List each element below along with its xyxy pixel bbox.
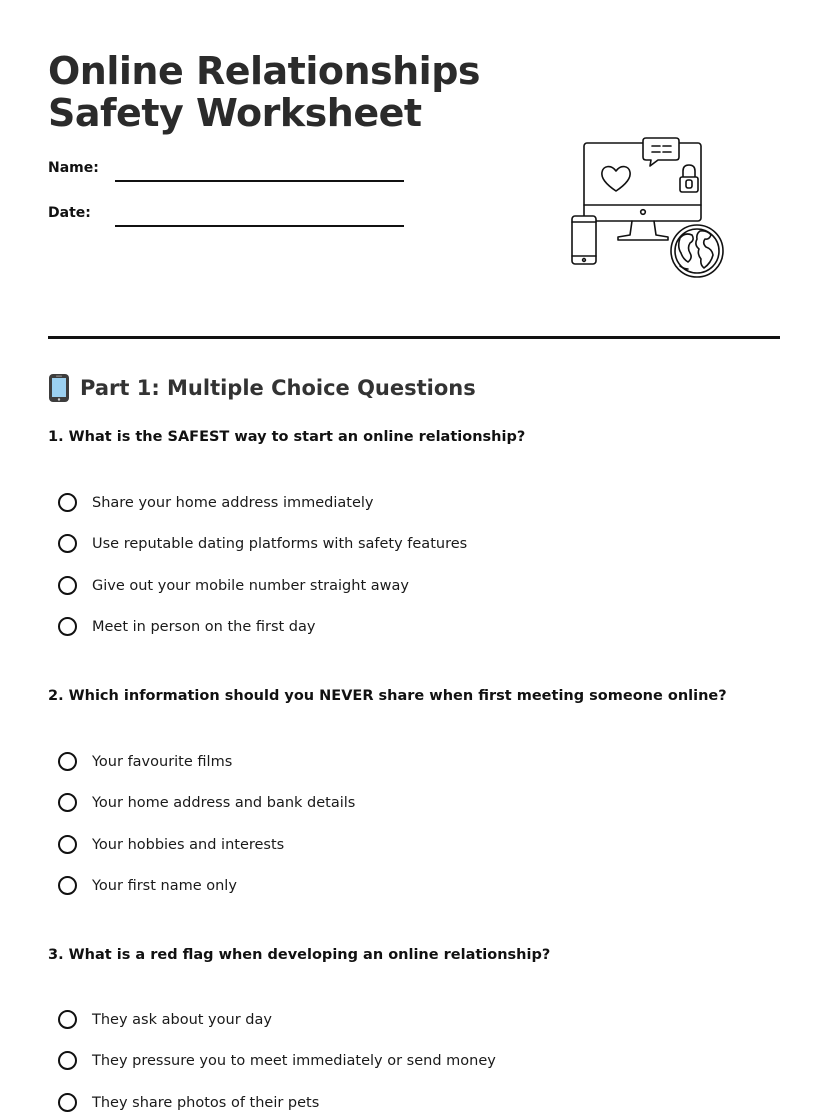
name-field[interactable]	[115, 180, 404, 182]
q1-option-c[interactable]	[58, 576, 409, 595]
q1-option-a[interactable]	[58, 493, 374, 512]
part1-heading	[48, 373, 476, 403]
radio-button[interactable]	[58, 576, 77, 595]
option-label: Meet in person on the first day	[92, 618, 316, 635]
worksheet-title	[48, 50, 480, 134]
radio-button[interactable]	[58, 617, 77, 636]
radio-button[interactable]	[58, 876, 77, 895]
option-label: Share your home address immediately	[92, 494, 374, 511]
option-label: They pressure you to meet immediately or send money	[92, 1052, 496, 1069]
radio-button[interactable]	[58, 493, 77, 512]
q1-option-d[interactable]	[58, 617, 315, 636]
radio-button[interactable]	[58, 793, 77, 812]
radio-button[interactable]	[58, 534, 77, 553]
option-label: Your favourite films	[92, 753, 233, 770]
option-label: Give out your mobile number straight away	[92, 577, 409, 594]
part1-heading-text: Part 1: Multiple Choice Questions	[80, 376, 476, 400]
chat-bubble-icon	[643, 138, 679, 166]
date-field[interactable]	[115, 225, 404, 227]
radio-button[interactable]	[58, 1010, 77, 1029]
padlock-icon	[680, 165, 698, 192]
q2-option-c[interactable]	[58, 835, 284, 854]
mobile-phone-emoji-icon	[48, 373, 70, 403]
radio-button[interactable]	[58, 752, 77, 771]
q1-option-b[interactable]	[58, 534, 467, 553]
q3-option-b[interactable]	[58, 1051, 496, 1070]
title-line-2: Safety Worksheet	[48, 91, 422, 135]
smartphone-icon	[572, 216, 596, 264]
question-3: 3. What is a red flag when developing an online relationship?	[48, 947, 551, 963]
option-label: Your home address and bank details	[92, 794, 356, 811]
globe-icon	[671, 225, 723, 277]
option-label: Use reputable dating platforms with safety features	[92, 535, 468, 552]
radio-button[interactable]	[58, 835, 77, 854]
option-label: Your first name only	[92, 877, 237, 894]
title-line-1: Online Relationships	[48, 49, 481, 93]
question-1: 1. What is the SAFEST way to start an online relationship?	[48, 429, 526, 445]
radio-button[interactable]	[58, 1051, 77, 1070]
q3-option-c[interactable]	[58, 1093, 319, 1112]
date-label: Date:	[48, 205, 91, 221]
q2-option-a[interactable]	[58, 752, 232, 771]
radio-button[interactable]	[58, 1093, 77, 1112]
q3-option-a[interactable]	[58, 1010, 272, 1029]
option-label: They share photos of their pets	[92, 1094, 320, 1111]
section-divider	[48, 336, 780, 339]
q2-option-d[interactable]	[58, 876, 237, 895]
option-label: They ask about your day	[92, 1011, 272, 1028]
option-label: Your hobbies and interests	[92, 836, 285, 853]
question-2: 2. Which information should you NEVER share when first meeting someone online?	[48, 688, 727, 704]
name-label: Name:	[48, 160, 99, 176]
online-relationship-illustration	[566, 134, 730, 282]
q2-option-b[interactable]	[58, 793, 355, 812]
heart-icon	[602, 167, 630, 191]
